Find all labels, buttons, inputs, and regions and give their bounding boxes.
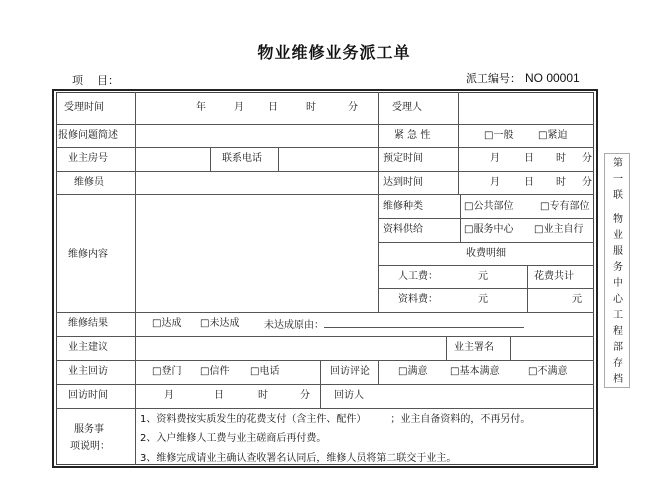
type-private-checkbox[interactable]: □专有部位 [540,201,590,212]
note-1: 1、资料费按实质发生的花费支付（含主件、配件） ；业主自备资料的，不再另付。 [140,414,531,425]
review-label: 回访评论 [330,366,370,377]
labor-fee-label: 人工费： [398,271,438,282]
result-reason-label: 未达成原由： [264,318,524,332]
suggestion-label: 业主建议 [68,342,108,353]
accept-time-label: 受理时间 [64,102,104,113]
notes-label-line2: 项说明： [70,441,110,452]
review-basic-checkbox[interactable]: □基本满意 [450,366,500,377]
review-good-checkbox[interactable]: □满意 [398,366,428,377]
review-bad-checkbox[interactable]: □不满意 [528,366,568,377]
accept-hour-unit: 时 [306,102,316,113]
room-label: 业主房号 [68,153,108,164]
visitor-label: 回访人 [334,390,364,401]
copy-side-label: 第 一 联 物 业 服 务 中 心 工 程 部 存 档 [604,153,630,388]
accept-year-unit: 年 [196,102,206,113]
issue-label: 报修问题简述 [58,130,118,141]
followup-visit-checkbox[interactable]: □登门 [152,366,182,377]
material-fee-label: 资料费： [398,294,438,305]
labor-fee-unit: 元 [478,271,488,282]
supply-owner-checkbox[interactable]: □业主自行 [534,224,584,235]
accept-day-unit: 日 [268,102,278,113]
project-label: 项 目： [72,74,119,87]
note-2: 2、入户维修人工费与业主磋商后再付费。 [140,433,327,444]
repair-type-label: 维修种类 [383,201,423,212]
material-fee-unit: 元 [478,294,488,305]
followup-label: 业主回访 [68,366,108,377]
scheduled-day-unit: 日 [524,153,534,164]
total-fee-label: 花费共计 [534,271,574,282]
fee-detail-label: 收费明细 [466,248,506,259]
type-public-checkbox[interactable]: □公共部位 [464,201,514,212]
order-number: 派工编号： NO 00001 [466,71,580,85]
result-label: 维修结果 [68,318,108,329]
total-fee-unit: 元 [572,294,582,305]
supply-label: 资料供给 [383,224,423,235]
visit-hour-unit: 时 [258,390,268,401]
accept-month-unit: 月 [234,102,244,113]
visit-time-label: 回访时间 [68,390,108,401]
followup-letter-checkbox[interactable]: □信件 [200,366,230,377]
scheduled-month-unit: 月 [490,153,500,164]
notes-label-line1: 服务事 [74,424,104,435]
scheduled-hour-unit: 时 [556,153,566,164]
contact-label: 联系电话 [222,153,262,164]
arrival-hour-unit: 时 [556,177,566,188]
receiver-label: 受理人 [392,102,422,113]
result-fail-checkbox[interactable]: □未达成 [200,318,240,329]
visit-minute-unit: 分 [300,390,310,401]
arrival-minute-unit: 分 [582,177,592,188]
note-3: 3、维修完成请业主确认查收署名认同后，维修人员将第二联交于业主。 [140,453,457,464]
urgency-label: 紧 急 性 [394,130,431,141]
accept-minute-unit: 分 [348,102,358,113]
scheduled-time-label: 预定时间 [383,153,423,164]
supply-center-checkbox[interactable]: □服务中心 [464,224,514,235]
urgency-urgent-checkbox[interactable]: □紧迫 [538,130,568,141]
urgency-normal-checkbox[interactable]: □一般 [484,130,514,141]
scheduled-minute-unit: 分 [582,153,592,164]
result-ok-checkbox[interactable]: □达成 [152,318,182,329]
visit-month-unit: 月 [164,390,174,401]
owner-sign-label: 业主署名 [454,342,494,353]
content-label: 维修内容 [68,249,108,260]
worker-label: 维修员 [74,177,104,188]
followup-phone-checkbox[interactable]: □电话 [250,366,280,377]
page-title: 物业维修业务派工单 [257,43,411,62]
arrival-month-unit: 月 [490,177,500,188]
arrival-time-label: 达到时间 [383,177,423,188]
arrival-day-unit: 日 [524,177,534,188]
visit-day-unit: 日 [214,390,224,401]
